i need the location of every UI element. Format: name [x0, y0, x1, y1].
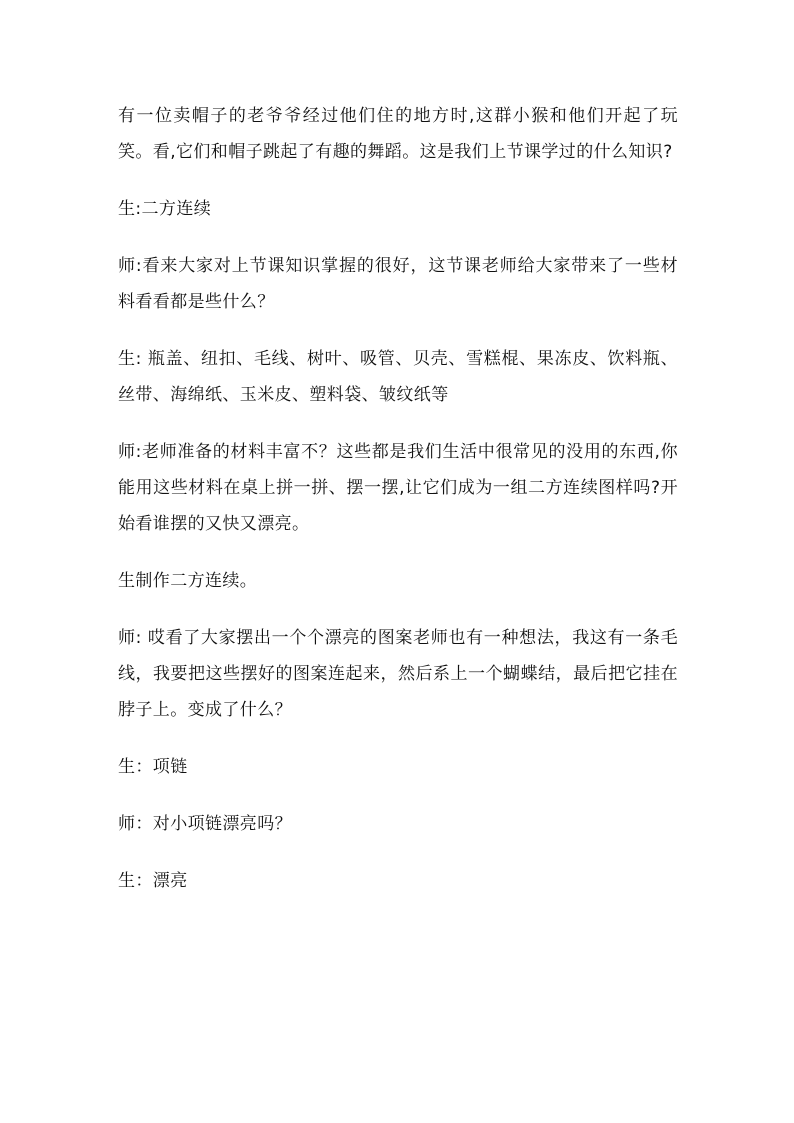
paragraph-spacer — [118, 842, 678, 863]
paragraph-spacer — [118, 599, 678, 620]
paragraph-student-answer-3: 生：漂亮 — [118, 871, 188, 891]
document-body — [118, 98, 678, 899]
paragraph-spacer — [118, 170, 678, 191]
paragraph-spacer — [118, 728, 678, 749]
paragraph-teacher-3: 师: 哎看了大家摆出一个个漂亮的图案老师也有一种想法，我这有一条毛线，我要把这些摆好的图案连起来，然后系上一个蝴蝶结，最后把它挂在脖子上。变成了什么？ — [118, 628, 678, 720]
paragraph-spacer — [118, 227, 678, 248]
paragraph-teacher-4: 师：对小项链漂亮吗？ — [118, 814, 292, 834]
paragraph-student-activity: 生制作二方连续。 — [118, 571, 258, 591]
paragraph-student-answer-2: 生：项链 — [118, 757, 188, 777]
paragraph-story: 有一位卖帽子的老爷爷经过他们住的地方时,这群小猴和他们开起了玩笑。看,它们和帽子跳起了有趣的舞蹈。这是我们上节课学过的什么知识? — [118, 106, 678, 162]
paragraph-student-answer-1: 生:二方连续 — [118, 199, 212, 219]
paragraph-teacher-1: 师:看来大家对上节课知识掌握的很好，这节课老师给大家带来了一些材料看看都是些什么？ — [118, 256, 678, 312]
paragraph-teacher-2: 师:老师准备的材料丰富不？这些都是我们生活中很常见的没用的东西,你能用这些材料在桌上拼一拼、摆一摆,让它们成为一组二方连续图样吗?开始看谁摆的又快又漂亮。 — [118, 442, 678, 534]
paragraph-spacer — [118, 320, 678, 341]
paragraph-student-materials: 生: 瓶盖、纽扣、毛线、树叶、吸管、贝壳、雪糕棍、果冻皮、饮料瓶、丝带、海绵纸、玉米皮、塑料袋、皱纹纸等 — [118, 349, 678, 405]
paragraph-spacer — [118, 785, 678, 806]
paragraph-spacer — [118, 542, 678, 563]
paragraph-spacer — [118, 413, 678, 434]
